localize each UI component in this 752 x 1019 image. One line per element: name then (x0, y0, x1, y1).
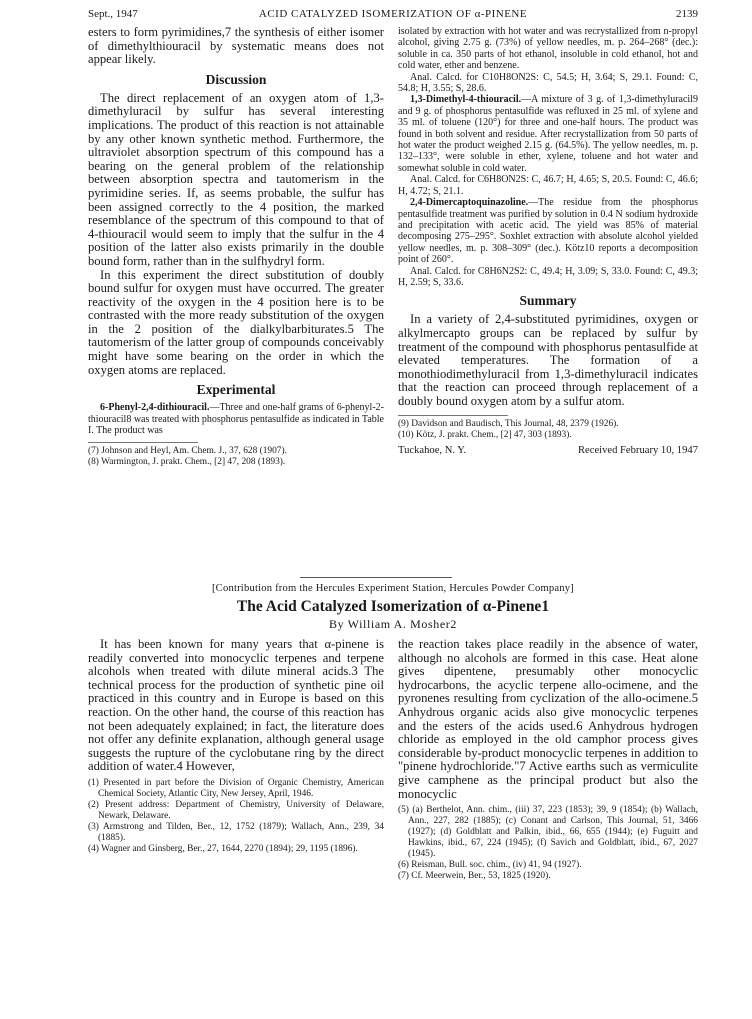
footnote: (7) Cf. Meerwein, Ber., 53, 1825 (1920). (398, 871, 551, 882)
page-number: 2139 (676, 8, 698, 20)
paragraph: In this experiment the direct substitution of doubly bound sulfur for oxygen must have occurred. The greater reactivity of the oxygen in the 4 position here is to be contrasted with the more ready substitution of the oxygen in the 2 position of the dialkylbarbiturates.5 The tautomerism of the latter group of compounds conceivably might have some bearing on the order in which the oxygen atoms are replaced. (88, 267, 384, 377)
footnote: (3) Armstrong and Tilden, Ber., 12, 1752 (1879); Wallach, Ann., 239, 34 (1885). (88, 821, 384, 843)
discussion-heading: Discussion (205, 71, 267, 87)
footnote: (2) Present address: Department of Chemistry, University of Delaware, Newark, Delaware. (88, 799, 384, 821)
running-head-date: Sept., 1947 (88, 8, 138, 20)
footnote: (5) (a) Berthelot, Ann. chim., (iii) 37, 223 (1853); 39, 9 (1854); (b) Wallach, Ann., 227, 282 (1885); (c) Conant and Carlson, This Journal, 51, 3466 (1927); (d) Goldblatt and Palkin, ibid., 66, 655 (1944); (e) Fuguitt and Hawkins, ibid., 67, 224 (1945); (f) Savich and Goldblatt, ibid., 67, 2027 (1945). (398, 805, 698, 860)
article-divider (300, 577, 452, 578)
experimental-paragraph (398, 94, 698, 174)
running-head (88, 8, 698, 24)
footnotes (398, 419, 698, 441)
byline: By William A. Mosher2 (329, 617, 457, 631)
signoff (398, 445, 698, 456)
footnote: (4) Wagner and Ginsberg, Ber., 27, 1644, 2270 (1894); 29, 1195 (1896). (88, 843, 358, 854)
experimental-heading: Experimental (196, 382, 276, 398)
analysis: Anal. Calcd. for C8H6N2S2: C, 49.4; H, 3.09; S, 33.0. Found: C, 49.3; H, 2.59; S, 33.6. (398, 265, 698, 288)
experimental-text: —The residue from the phosphorus pentasulfide treatment was purified by solution in 0.4 N sodium hydroxide and precipitation with acetic acid. The yield was 85% of material decomposing 275–295°. Soxhlet extraction with absolute alcohol yielded yellow needles, m. p. 308–309° (dec.). Kötz10 reports a decomposition point of 260°. (398, 197, 698, 266)
footnotes (88, 778, 384, 855)
footnotes (88, 446, 384, 468)
experimental-text: —A mixture of 3 g. of 1,3-dimethyluracil9 and 9 g. of phosphorus pentasulfide was refluxed in 25 ml. of xylene and 35 ml. of toluene (120°) for three and one-half hours. The product was found in both solvent and residue. After recrystallization from 50 parts of hot water the product weighed 2.15 g. (64.5%). The yellow needles, m. p. 132–133°, were soluble in ether, xylene, toluene and hot water and somewhat soluble in cold water. (398, 94, 698, 174)
lower-left-column (88, 638, 384, 855)
lower-right-column (398, 638, 698, 882)
place: Tuckahoe, N. Y. (398, 444, 467, 456)
compound-name: 2,4-Dimercaptoquinazoline. (410, 197, 529, 209)
paragraph: the reaction takes place readily in the absence of water, although no alcohols are formed in this case. Heat alone gives dipentene, presumably other monocyclic hydrocarbons, the acyclic terpene allo-ocimene, and the pyronenes resulting from cyclization of the allo-ocimene.5 Anhydrous organic acids also give monocyclic terpenes and the esters of the acids used.6 Anhydrous hydrogen chloride as employed in the old camphor process gives considerable by-product monocyclic terpenes in addition to "pinene hydrochloride."7 Active earths such as vermiculite give camphene as the principal product but also the monocyclic (398, 637, 698, 801)
contribution-line: [Contribution from the Hercules Experiment Station, Hercules Powder Company] (211, 583, 575, 594)
experimental-text: —Three and one-half grams of 6-phenyl-2-thiouracil8 was treated with phosphorus pentasulfide as indicated in Table I. The product was (88, 402, 384, 437)
footnotes (398, 805, 698, 882)
experimental-paragraph (398, 197, 698, 265)
article-title: The Acid Catalyzed Isomerization of α-Pinene1 (236, 598, 550, 615)
footnote: (10) Kötz, J. prakt. Chem., [2] 47, 303 (1893). (398, 429, 572, 440)
running-head-title: ACID CATALYZED ISOMERIZATION OF α-PINENE (258, 8, 528, 20)
footnote: (8) Warmington, J. prakt. Chem., [2] 47, 208 (1893). (88, 457, 286, 468)
footnote: (1) Presented in part before the Division of Organic Chemistry, American Chemical Society, Atlantic City, New Jersey, April, 1946. (88, 777, 384, 799)
paragraph: esters to form pyrimidines,7 the synthesis of either isomer of dimethylthiouracil by systematic means does not appear likely. (88, 25, 384, 67)
compound-name: 1,3-Dimethyl-4-thiouracil. (410, 94, 522, 106)
experimental-paragraph (88, 402, 384, 436)
paragraph: isolated by extraction with hot water and was recrystallized from n-propyl alcohol, giving 2.75 g. (73%) of yellow needles, m. p. 264–268° (dec.): soluble in ca. 350 parts of hot ethanol, insoluble in cold ethanol, hot and cold water, ether and benzene. (398, 26, 698, 72)
summary-heading: Summary (519, 293, 577, 309)
analysis: Anal. Calcd. for C6H8ON2S: C, 46.7; H, 4.65; S, 20.5. Found: C, 46.6; H, 4.72; S, 21.1. (398, 174, 698, 197)
summary-paragraph: In a variety of 2,4-substituted pyrimidines, oxygen or alkylmercapto groups can be replaced by sulfur by treatment of the compound with phosphorus pentasulfide at elevated temperatures. The formation of a monothiodimethyluracil from 1,3-dimethyluracil indicates that the reaction can proceed through replacement of a doubly bound oxygen atom by a sulfur atom. (398, 312, 698, 408)
footnote: (6) Reisman, Bull. soc. chim., (iv) 41, 94 (1927). (398, 860, 582, 871)
paragraph: It has been known for many years that α-pinene is readily converted into monocyclic terpenes and terpene alcohols when treated with dilute mineral acids.3 The technical process for the production of synthetic pine oil practiced in this country and in Europe is based on this reaction. On the other hand, the course of this reaction has not been adequately explained; in fact, the literature does not offer any definite explanation, although general usage suggests the rupture of the cyclobutane ring by the direct addition of water.4 However, (88, 637, 384, 774)
footnote: (7) Johnson and Heyl, Am. Chem. J., 37, 628 (1907). (88, 446, 287, 457)
analysis: Anal. Calcd. for C10H8ON2S: C, 54.5; H, 3.64; S, 29.1. Found: C, 54.8; H, 3.55; S, 28.6. (398, 71, 698, 95)
upper-right-column (398, 26, 698, 456)
received-date: Received February 10, 1947 (577, 444, 698, 456)
paragraph: The direct replacement of an oxygen atom of 1,3-dimethyluracil by sulfur has several interesting implications. The product of this reaction is not attainable by any other known synthetic method. Furthermore, the ultraviolet absorption spectrum of this compound has a bearing on the general problem of the relationship between absorption spectra and tautomerism in the pyrimidine series. If, as seems probable, the sulfur has been assigned correctly to the 4 position, the marked resemblance of the spectrum of this compound to that of 4-thiouracil would seem to imply that the sulfur in the 4 position of the latter also exists primarily in the double bound form, rather than in the sulfhydryl form. (88, 90, 384, 268)
upper-left-column (88, 26, 384, 468)
compound-name: 6-Phenyl-2,4-dithiouracil. (100, 402, 210, 414)
footnote: (9) Davidson and Baudisch, This Journal, 48, 2379 (1926). (398, 418, 619, 429)
